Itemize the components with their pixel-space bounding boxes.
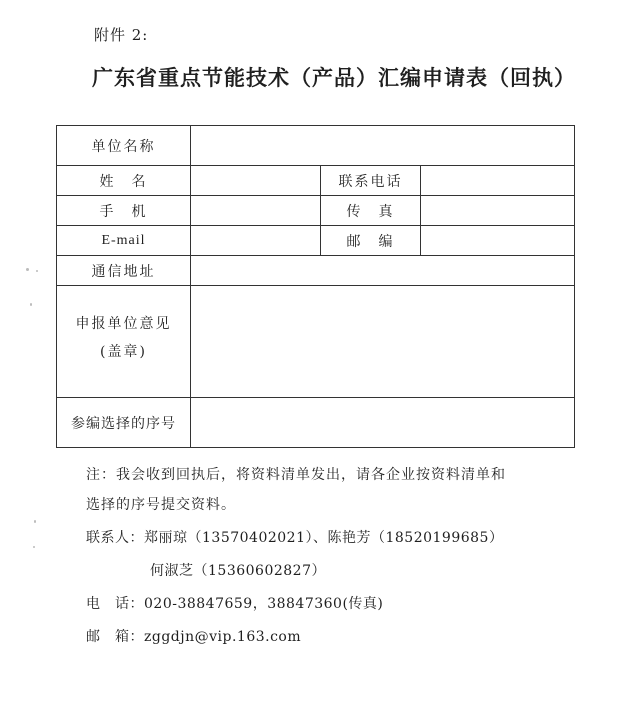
unit-name-label: 单位名称 bbox=[57, 126, 191, 166]
opinion-label bbox=[57, 286, 191, 398]
address-field[interactable] bbox=[191, 256, 575, 286]
contact-line-1: 郑丽琼（13570402021）、陈艳芳（18520199685） bbox=[144, 530, 504, 546]
table-row bbox=[57, 166, 575, 196]
mail-row bbox=[86, 621, 503, 654]
table-row bbox=[57, 398, 575, 448]
fax-label: 传 真 bbox=[321, 196, 421, 226]
mobile-field[interactable] bbox=[191, 196, 321, 226]
selection-label: 参编选择的序号 bbox=[57, 398, 191, 448]
name-field[interactable] bbox=[191, 166, 321, 196]
scan-artifact bbox=[36, 270, 38, 272]
contact-label: 联系人： bbox=[86, 530, 144, 546]
opinion-field[interactable] bbox=[191, 286, 575, 398]
mobile-label: 手 机 bbox=[57, 196, 191, 226]
phone-label: 联系电话 bbox=[321, 166, 421, 196]
tel-label: 电 话： bbox=[86, 596, 144, 612]
unit-name-field[interactable] bbox=[191, 126, 575, 166]
note-line-2: 选择的序号提交资料。 bbox=[86, 497, 236, 513]
postcode-field[interactable] bbox=[421, 226, 575, 256]
contact-line-2: 何淑芝（15360602827） bbox=[150, 563, 326, 579]
table-row bbox=[57, 196, 575, 226]
scan-artifact bbox=[30, 303, 32, 306]
scan-artifact bbox=[33, 546, 35, 548]
tel-row bbox=[86, 588, 503, 621]
table-row bbox=[57, 256, 575, 286]
email-field[interactable] bbox=[191, 226, 321, 256]
selection-field[interactable] bbox=[191, 398, 575, 448]
scan-artifact bbox=[26, 268, 29, 271]
address-label: 通信地址 bbox=[57, 256, 191, 286]
scan-artifact bbox=[34, 520, 36, 523]
mail-link[interactable]: zggdjn@vip.163.com bbox=[144, 629, 302, 645]
tel-value: 020-38847659，38847360(传真) bbox=[144, 596, 384, 612]
attachment-label: 附件 2: bbox=[94, 26, 149, 44]
note-line-1: 注：我会收到回执后，将资料清单发出，请各企业按资料清单和 bbox=[86, 467, 506, 483]
postcode-label: 邮 编 bbox=[321, 226, 421, 256]
contact-block bbox=[86, 522, 503, 654]
fax-field[interactable] bbox=[421, 196, 575, 226]
table-row bbox=[57, 226, 575, 256]
phone-field[interactable] bbox=[421, 166, 575, 196]
page-title: 广东省重点节能技术（产品）汇编申请表（回执） bbox=[92, 66, 576, 90]
contact-row bbox=[86, 522, 503, 555]
mail-label: 邮 箱： bbox=[86, 629, 144, 645]
email-label: E-mail bbox=[57, 226, 191, 256]
contact-row-2 bbox=[86, 555, 503, 588]
opinion-label-line2: (盖章) bbox=[100, 344, 147, 360]
name-label: 姓 名 bbox=[57, 166, 191, 196]
application-form-table bbox=[56, 125, 575, 448]
opinion-label-line1: 申报单位意见 bbox=[75, 316, 172, 332]
table-row bbox=[57, 286, 575, 398]
table-row bbox=[57, 126, 575, 166]
notes-block bbox=[86, 460, 556, 520]
